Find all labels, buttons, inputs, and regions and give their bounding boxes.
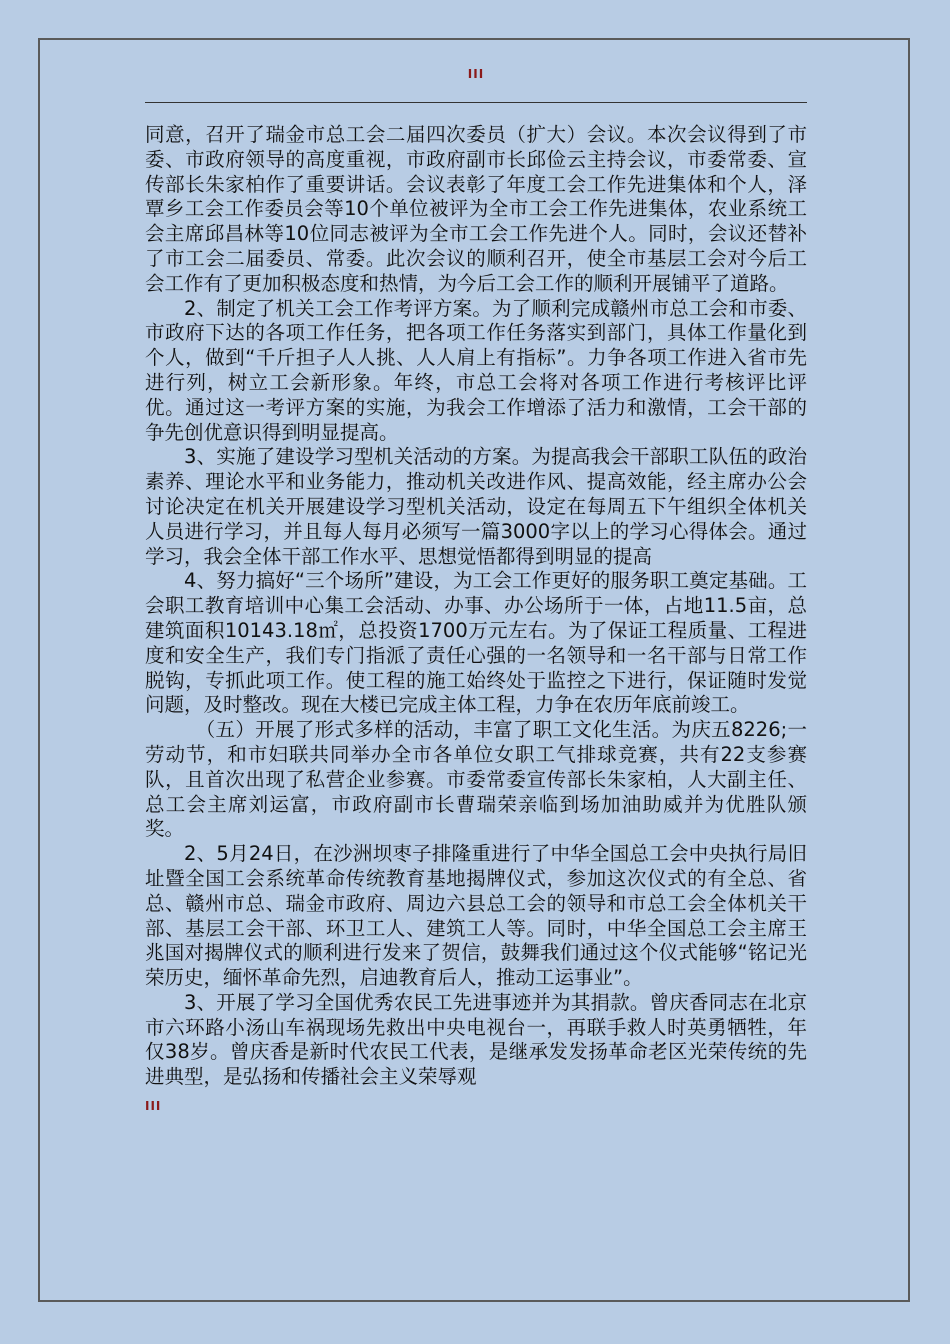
paragraph-6: 2、5月24日，在沙洲坝枣子排隆重进行了中华全国总工会中央执行局旧址暨全国工会系统革命传统教育基地揭牌仪式，参加这次仪式的有全总、省总、赣州市总、瑞金市政府、周边六县总工会的领导和市总工会全体机关干部、基层工会干部、环卫工人、建筑工人等。同时，中华全国总工会主席王兆国对揭牌仪式的顺利进行发来了贺信，鼓舞我们通过这个仪式能够“铭记光荣历史，缅怀革命先烈，启迪教育后人，推动工运事业”。 — [145, 842, 807, 990]
header-marker: III — [467, 67, 485, 81]
paragraph-7: 3、开展了学习全国优秀农民工先进事迹并为其捐款。曾庆香同志在北京市六环路小汤山车祸现场先救出中央电视台一，再联手救人时英勇牺牲，年仅38岁。曾庆香是新时代农民工代表，是继承发发扬革命老区光荣传统的先进典型，是弘扬和传播社会主义荣辱观 — [145, 990, 807, 1089]
paragraph-5: （五）开展了形式多样的活动，丰富了职工文化生活。为庆五8226;一劳动节，和市妇联共同举办全市各单位女职工气排球竞赛，共有22支参赛队，且首次出现了私营企业参赛。市委常委宣传部长朱家柏，人大副主任、总工会主席刘运富，市政府副市长曹瑞荣亲临到场加油助威并为优胜队颁奖。 — [145, 718, 807, 841]
header-rule — [145, 102, 807, 103]
paragraph-1: 同意，召开了瑞金市总工会二届四次委员（扩大）会议。本次会议得到了市委、市政府领导的高度重视，市政府副市长邱俭云主持会议，市委常委、宣传部长朱家柏作了重要讲话。会议表彰了年度工会工作先进集体和个人，泽覃乡工会工作委员会等10个单位被评为全市工会工作先进集体，农业系统工会主席邱昌林等10位同志被评为全市工会工作先进个人。同时，会议还替补了市工会二届委员、常委。此次会议的顺利召开，使全市基层工会对今后工会工作有了更加积极态度和热情，为今后工会工作的顺利开展铺平了道路。 — [145, 123, 807, 295]
paragraph-3: 3、实施了建设学习型机关活动的方案。为提高我会干部职工队伍的政治素养、理论水平和业务能力，推动机关改进作风、提高效能，经主席办公会讨论决定在机关开展建设学习型机关活动，设定在每周五下午组织全体机关人员进行学习，并且每人每月必须写一篇3000字以上的学习心得体会。通过学习，我会全体干部工作水平、思想觉悟都得到明显的提高 — [145, 445, 807, 568]
paragraph-2: 2、制定了机关工会工作考评方案。为了顺利完成赣州市总工会和市委、市政府下达的各项工作任务，把各项工作任务落实到部门，具体工作量化到个人，做到“千斤担子人人挑、人人肩上有指标”。力争各项工作进入省市先进行列，树立工会新形象。年终，市总工会将对各项工作进行考核评比评优。通过这一考评方案的实施，为我会工作增添了活力和激情，工会干部的争先创优意识得到明显提高。 — [145, 296, 807, 444]
footer-marker: III — [145, 1099, 162, 1114]
paragraph-4: 4、努力搞好“三个场所”建设，为工会工作更好的服务职工奠定基础。工会职工教育培训中心集工会活动、办事、办公场所于一体，占地11.5亩，总建筑面积10143.18㎡，总投资1700万元左右。为了保证工程质量、工程进度和安全生产，我们专门指派了责任心强的一名领导和一名干部与日常工作脱钩，专抓此项工作。使工程的施工始终处于监控之下进行，保证随时发觉问题，及时整改。现在大楼已完成主体工程，力争在农历年底前竣工。 — [145, 569, 807, 717]
document-page — [145, 60, 807, 1118]
